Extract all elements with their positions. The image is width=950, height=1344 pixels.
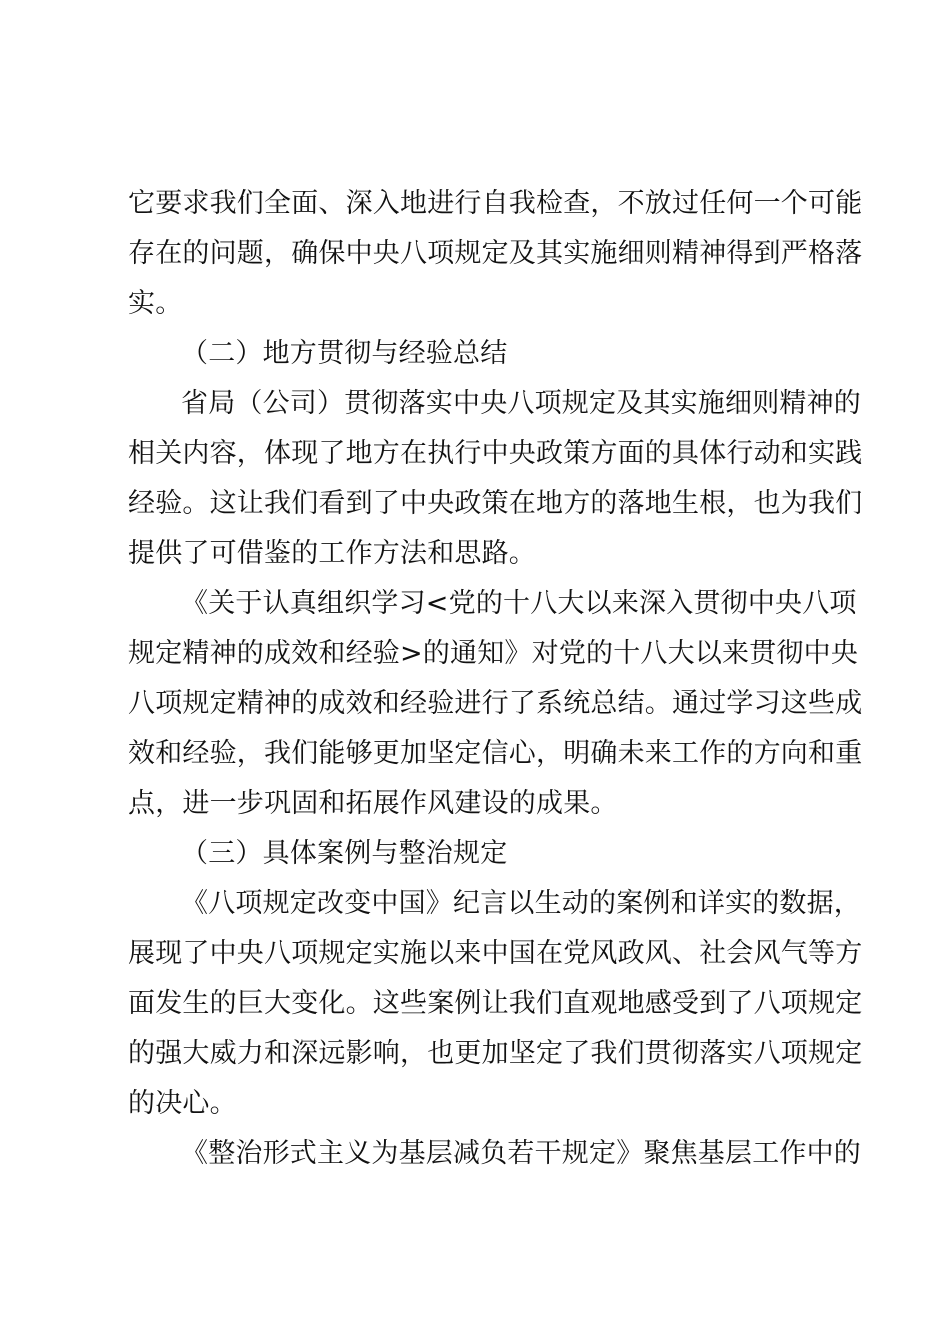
- body-text-line: 点，进一步巩固和拓展作风建设的成果。: [128, 788, 618, 819]
- body-text-line: 实。: [128, 288, 183, 319]
- section-heading: （二）地方贯彻与经验总结: [181, 338, 508, 369]
- body-text-line: 《关于认真组织学习<党的十八大以来深入贯彻中央八项: [181, 588, 857, 619]
- section-heading: （三）具体案例与整治规定: [181, 838, 508, 869]
- body-text-line: 的决心。: [128, 1088, 237, 1119]
- body-text-line: 规定精神的成效和经验>的通知》对党的十八大以来贯彻中央: [128, 638, 859, 669]
- body-text-line: 经验。这让我们看到了中央政策在地方的落地生根，也为我们: [128, 488, 863, 519]
- body-text-line: 相关内容，体现了地方在执行中央政策方面的具体行动和实践: [128, 438, 863, 469]
- body-text-line: 《整治形式主义为基层减负若干规定》聚焦基层工作中的: [181, 1138, 861, 1169]
- body-text-line: 的强大威力和深远影响，也更加坚定了我们贯彻落实八项规定: [128, 1038, 863, 1069]
- body-text-line: 《八项规定改变中国》纪言以生动的案例和详实的数据，: [181, 888, 861, 919]
- body-text-line: 展现了中央八项规定实施以来中国在党风政风、社会风气等方: [128, 938, 863, 969]
- body-text-line: 省局（公司）贯彻落实中央八项规定及其实施细则精神的: [181, 388, 861, 419]
- body-text-line: 提供了可借鉴的工作方法和思路。: [128, 538, 536, 569]
- body-text-line: 面发生的巨大变化。这些案例让我们直观地感受到了八项规定: [128, 988, 863, 1019]
- body-text-line: 存在的问题，确保中央八项规定及其实施细则精神得到严格落: [128, 238, 863, 269]
- body-text-line: 八项规定精神的成效和经验进行了系统总结。通过学习这些成: [128, 688, 863, 719]
- body-text-line: 它要求我们全面、深入地进行自我检查，不放过任何一个可能: [128, 188, 863, 219]
- body-text-line: 效和经验，我们能够更加坚定信心，明确未来工作的方向和重: [128, 738, 863, 769]
